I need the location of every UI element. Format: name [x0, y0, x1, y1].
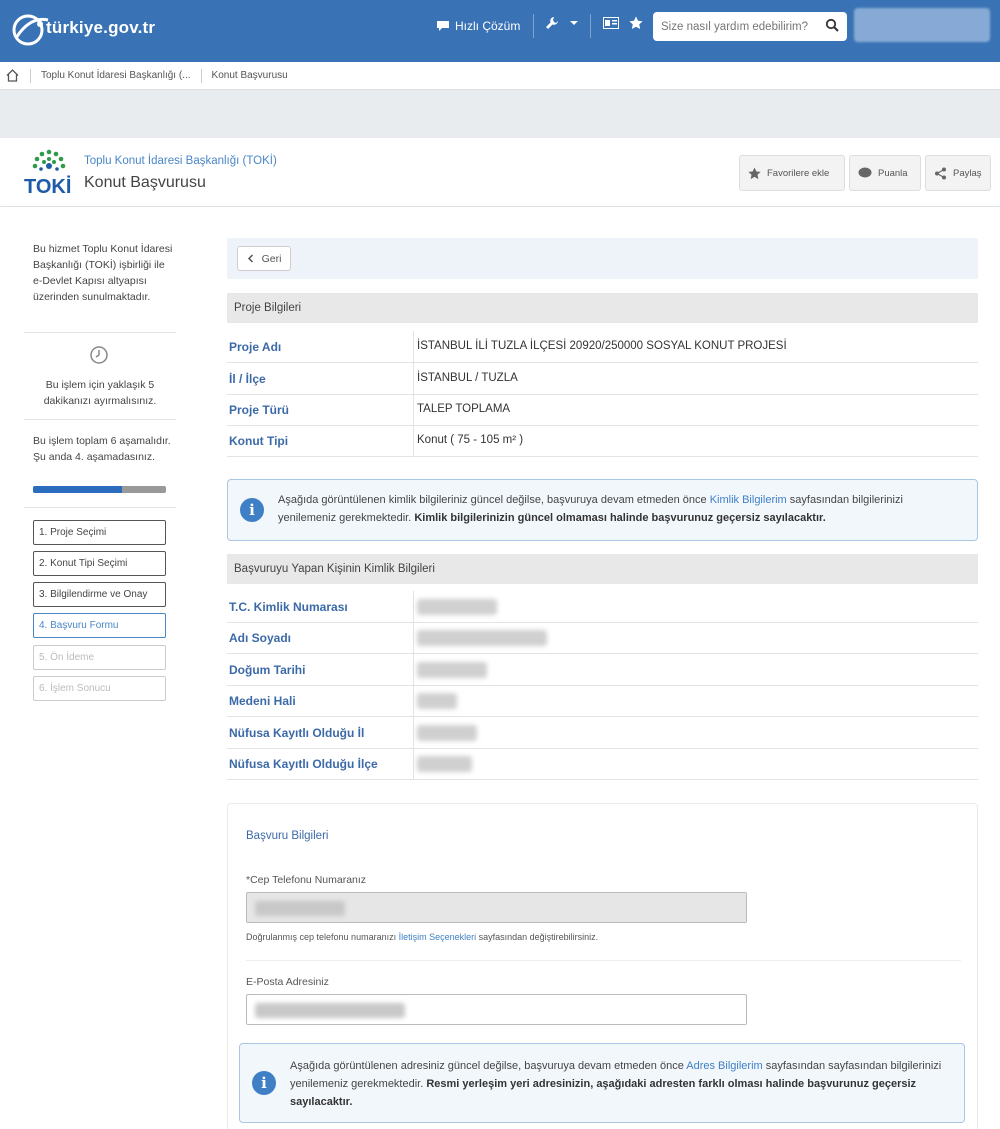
search-box [653, 12, 847, 41]
identity-info-heading: Başvuruyu Yapan Kişinin Kimlik Bilgileri [227, 554, 978, 584]
main-content [200, 207, 1000, 1129]
home-icon[interactable] [6, 69, 20, 83]
divider [246, 960, 961, 961]
birth-date-label: Doğum Tarihi [229, 663, 306, 677]
step-info: Bu işlem toplam 6 aşamalıdır. Şu anda 4. aşamadasınız. [33, 435, 171, 463]
project-name-value: İSTANBUL İLİ TUZLA İLÇESİ 20920/250000 SOSYAL KONUT PROJESİ [417, 340, 787, 352]
divider [413, 748, 414, 780]
full-name-label: Adı Soyadı [229, 631, 292, 645]
step-application-form[interactable]: 4. Başvuru Formu [33, 613, 166, 638]
registered-district-label: Nüfusa Kayıtlı Olduğu İlçe [229, 757, 378, 771]
share-icon [934, 167, 947, 180]
housing-type-value: Konut ( 75 - 105 m² ) [417, 434, 524, 446]
divider [413, 394, 414, 426]
breadcrumb-item-org[interactable]: Toplu Konut İdaresi Başkanlığı (... [41, 70, 191, 81]
tools-menu[interactable] [545, 16, 579, 30]
breadcrumb-separator [30, 69, 31, 83]
organization-name[interactable]: Toplu Konut İdaresi Başkanlığı (TOKİ) [84, 155, 277, 167]
card-favorites-group [603, 16, 643, 30]
marital-status-label: Medeni Hali [229, 694, 296, 708]
divider [24, 332, 176, 333]
divider [413, 685, 414, 717]
project-type-label: Proje Türü [229, 403, 290, 417]
search-input[interactable] [661, 18, 821, 35]
phone-label: *Cep Telefonu Numaranız [246, 874, 367, 886]
identity-row [227, 748, 978, 780]
quick-solution-button[interactable] [436, 16, 520, 36]
project-row [227, 363, 978, 395]
divider [590, 14, 591, 38]
divider [413, 654, 414, 686]
chevron-left-icon [247, 254, 254, 263]
breadcrumb [0, 62, 1000, 90]
identity-row [227, 685, 978, 717]
progress-fill [33, 486, 122, 493]
contact-options-link[interactable]: İletişim Seçenekleri [398, 932, 477, 942]
redacted-value [417, 662, 487, 678]
info-icon: i [240, 498, 264, 522]
redacted-value [417, 693, 457, 709]
wrench-icon [545, 16, 559, 30]
address-info-link[interactable]: Adres Bilgilerim [686, 1060, 763, 1072]
identity-row [227, 591, 978, 623]
redacted-value [255, 901, 345, 916]
service-title: Konut Başvurusu [84, 174, 206, 191]
top-bar [0, 0, 1000, 62]
star-icon [748, 167, 761, 180]
globe-swoosh-icon [10, 10, 50, 50]
back-bar [227, 238, 978, 279]
email-label: E-Posta Adresiniz [246, 976, 329, 988]
divider [413, 591, 414, 623]
tc-id-label: T.C. Kimlik Numarası [229, 600, 348, 614]
identity-row [227, 654, 978, 686]
project-info-heading: Proje Bilgileri [227, 293, 978, 323]
address-info-alert [239, 1043, 965, 1123]
sidebar [0, 207, 200, 1129]
back-button[interactable] [237, 246, 291, 271]
chat-bubble-icon [436, 20, 450, 32]
divider [413, 363, 414, 395]
share-button[interactable] [925, 155, 991, 191]
back-label: Geri [261, 252, 282, 265]
registered-province-label: Nüfusa Kayıtlı Olduğu İl [229, 726, 365, 740]
project-name-label: Proje Adı [229, 340, 282, 354]
rate-label: Puanla [878, 167, 908, 179]
share-label: Paylaş [953, 167, 982, 179]
project-type-value: TALEP TOPLAMA [417, 403, 511, 415]
divider [413, 622, 414, 654]
chevron-down-icon [569, 18, 579, 28]
estimated-time: Bu işlem için yaklaşık 5 dakikanızı ayırmalısınız. [43, 379, 157, 407]
identity-info-link[interactable]: Kimlik Bilgilerim [709, 494, 787, 506]
identity-info-alert [227, 479, 978, 541]
breadcrumb-item-current: Konut Başvurusu [211, 70, 288, 81]
housing-type-label: Konut Tipi [229, 434, 289, 448]
identity-row [227, 622, 978, 654]
identity-row [227, 717, 978, 749]
redacted-value [255, 1003, 405, 1018]
step-progress-bar [33, 486, 166, 493]
step-pre-payment: 5. Ön İdeme [33, 645, 166, 670]
divider [413, 717, 414, 749]
add-favorite-label: Favorilere ekle [767, 167, 830, 179]
quick-solution-label: Hızlı Çözüm [455, 19, 521, 33]
clock-icon [89, 345, 109, 365]
divider [24, 419, 176, 420]
project-row [227, 394, 978, 426]
user-menu-blurred[interactable] [854, 8, 990, 42]
id-card-icon[interactable] [603, 17, 619, 29]
province-district-value: İSTANBUL / TUZLA [417, 372, 518, 384]
rate-button[interactable] [849, 155, 921, 191]
redacted-value [417, 630, 547, 646]
step-information-approval[interactable]: 3. Bilgilendirme ve Onay [33, 582, 166, 607]
step-housing-type-selection[interactable]: 2. Konut Tipi Seçimi [33, 551, 166, 576]
province-district-label: İl / İlçe [229, 372, 266, 386]
turkiye-gov-logo[interactable] [10, 10, 190, 50]
step-project-selection[interactable]: 1. Proje Seçimi [33, 520, 166, 545]
identity-alert-text: Aşağıda görüntülenen kimlik bilgileriniz güncel değilse, başvuruya devam etmeden önce Kimlik Bilgilerim sayfasından bilgilerinizi yenilemeniz gerekmektedir. Kimlik bilgilerinizin güncel olmaması halinde başvurunuz geçersiz sayılacaktır. [278, 494, 903, 524]
toki-logo-text: TOKİ [24, 176, 72, 198]
project-row [227, 425, 978, 457]
redacted-value [417, 599, 497, 615]
project-row [227, 331, 978, 363]
step-result: 6. İşlem Sonucu [33, 676, 166, 701]
info-icon: i [252, 1071, 276, 1095]
phone-input[interactable] [246, 892, 747, 923]
redacted-value [417, 725, 477, 741]
brand-name: türkiye.gov.tr [46, 18, 156, 37]
divider [413, 425, 414, 457]
search-icon[interactable] [825, 18, 839, 32]
redacted-value [417, 756, 472, 772]
divider [533, 14, 534, 38]
star-icon[interactable] [629, 16, 643, 30]
address-alert-text: Aşağıda görüntülenen adresiniz güncel değilse, başvuruya devam etmeden önce Adres Bilgilerim sayfasından sayfasından bilgilerinizi yenilemeniz gerekmektedir. Resmi yerleşim yeri adresinizin, aşağıdaki adresten farklı olması halinde başvurunuz geçersiz sayılacaktır. [290, 1060, 942, 1108]
service-provider-info: Bu hizmet Toplu Konut İdaresi Başkanlığı (TOKİ) işbirliği ile e-Devlet Kapısı altyapısı üzerinden sunulmaktadır. [33, 243, 173, 303]
breadcrumb-separator [201, 69, 202, 83]
email-input[interactable] [246, 994, 747, 1025]
phone-help-text: Doğrulanmış cep telefonu numaranızı İletişim Seçenekleri sayfasından değiştirebilirsiniz. [246, 932, 599, 942]
divider [413, 331, 414, 363]
divider [24, 507, 176, 508]
chat-bubble-icon [858, 167, 872, 179]
add-favorite-button[interactable] [739, 155, 845, 191]
application-info-title: Başvuru Bilgileri [246, 830, 329, 842]
